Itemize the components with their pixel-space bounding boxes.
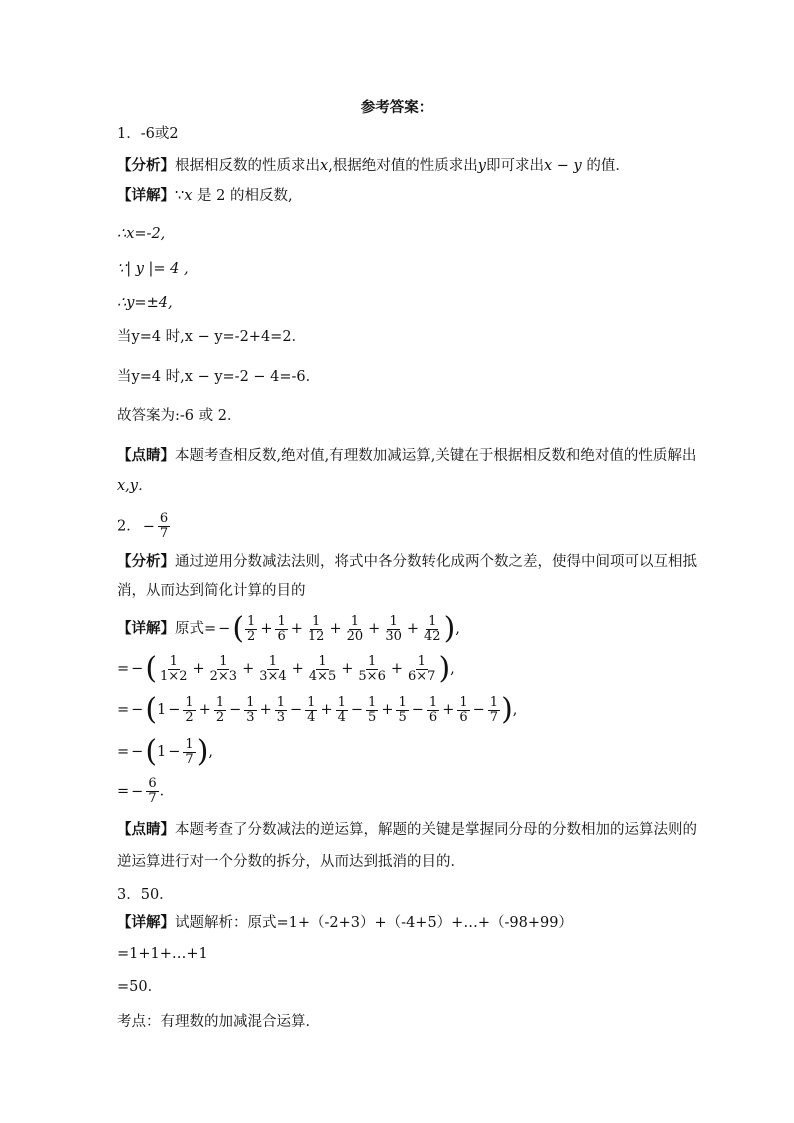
comment-tag: 【点睛】 (117, 821, 175, 838)
analysis-text: ,根据绝对值的性质求出 (328, 158, 478, 174)
denominator: 20 (346, 628, 364, 644)
answer-2-analysis-cont: 消，从而达到简化计算的目的 (117, 583, 306, 599)
answer-1-detail-line-3: ∵| y |= 4 , (117, 261, 189, 277)
answer-1-heading: 1．-6或2 (117, 126, 179, 142)
minus-sign: − (411, 702, 424, 718)
detail-tag: 【详解】 (117, 620, 175, 637)
numerator: 1 (307, 694, 316, 710)
right-paren: ) (196, 734, 209, 769)
denominator: 6 (428, 709, 438, 725)
fraction (275, 615, 287, 644)
numerator: 1 (459, 694, 468, 710)
minus-sign: − (218, 621, 231, 637)
period: ． (159, 783, 175, 800)
minus-sign: − (168, 702, 181, 718)
answer-3-line-2: =1+1+…+1 (117, 946, 208, 962)
analysis-text: 即可求出 (486, 158, 544, 174)
answer-2-comment (117, 820, 697, 840)
plus-sign: + (259, 702, 272, 718)
denominator: 4×5 (308, 668, 337, 684)
answer-3-line-3: =50． (117, 979, 163, 995)
fraction (214, 696, 226, 725)
denominator: 5×6 (358, 668, 386, 684)
plus-sign: + (341, 661, 354, 677)
answer-1-detail-line-2: ∴x=-2, (117, 226, 166, 242)
answer-1-detail-line-4: ∴y=±4, (117, 295, 173, 311)
numerator: 1 (367, 653, 377, 669)
answer-1-analysis (117, 156, 630, 176)
numerator: 1 (318, 653, 327, 669)
minus-sign: − (229, 702, 242, 718)
plus-sign: + (368, 621, 381, 637)
plus-sign: + (390, 661, 403, 677)
numerator: 1 (368, 694, 377, 710)
because-symbol: ∵ (175, 188, 185, 204)
answer-1-comment (117, 446, 696, 466)
denominator: 7 (148, 791, 157, 806)
fraction (345, 615, 366, 644)
fraction (356, 655, 387, 684)
fraction (366, 696, 378, 725)
numerator: 1 (337, 694, 346, 710)
plus-sign: + (442, 702, 455, 718)
fraction (406, 655, 437, 684)
fraction (245, 615, 257, 644)
denominator: 2 (247, 628, 256, 644)
left-paren: ( (145, 692, 158, 727)
expr: x − y (544, 158, 582, 174)
numerator: 1 (312, 613, 321, 629)
analysis-text: 通过逆用分数减法法则，将式中各分数转化成两个数之差，使得中间项可以互相抵 (175, 554, 697, 570)
fraction (336, 696, 348, 725)
denominator: 3 (276, 709, 286, 725)
denominator: 3 (246, 709, 255, 725)
analysis-tag: 【分析】 (117, 157, 175, 174)
denominator: 2×3 (209, 668, 238, 684)
right-paren: ) (443, 611, 456, 646)
numerator: 1 (247, 613, 256, 629)
left-paren: ( (232, 611, 245, 646)
comma: , (455, 621, 460, 637)
numerator: 1 (219, 653, 228, 669)
detail-tag: 【详解】 (117, 914, 175, 931)
fraction (396, 696, 408, 725)
answer-1-comment-cont: x,y． (117, 478, 153, 494)
var-x: x (184, 188, 193, 204)
answer-2-detail-line-1 (117, 611, 460, 646)
numerator: 1 (417, 653, 426, 669)
denominator: 7 (489, 709, 499, 725)
numerator: 1 (268, 653, 278, 669)
numerator: 1 (169, 653, 178, 669)
fraction (158, 655, 189, 684)
numerator: 1 (185, 694, 194, 710)
answer-3-heading: 3．50． (117, 887, 174, 903)
comment-tag: 【点睛】 (117, 447, 175, 464)
answer-1-conclusion: 故答案为:-6 或 2． (117, 408, 242, 424)
numerator: 1 (215, 694, 225, 710)
denominator: 3×4 (259, 668, 287, 684)
numerator: 1 (246, 694, 255, 710)
plus-sign: + (192, 661, 205, 677)
term-one: 1 (157, 744, 167, 760)
numerator: 1 (276, 694, 286, 710)
left-paren: ( (145, 734, 158, 769)
comment-text: 本题考查了分数减法的逆运算，解题的关键是掌握同分母的分数相加的运算法则的 (175, 822, 697, 838)
analysis-tag: 【分析】 (117, 553, 175, 570)
denominator: 7 (185, 751, 194, 767)
fraction (427, 696, 439, 725)
denominator: 30 (385, 628, 402, 644)
plus-sign: + (291, 661, 304, 677)
term-one: 1 (157, 702, 167, 718)
fraction (383, 615, 404, 644)
plus-sign: + (406, 621, 420, 637)
numerator: 1 (398, 694, 407, 710)
analysis-text: 根据相反数的性质求出 (175, 158, 320, 174)
fraction (305, 696, 317, 725)
answer-2-heading (117, 512, 171, 541)
denominator: 5 (398, 709, 407, 725)
page-title: 参考答案： (360, 99, 434, 116)
answer-2-comment-cont: 逆运算进行对一个分数的拆分，从而达到抵消的目的． (117, 854, 465, 870)
analysis-text: 的值． (581, 158, 630, 174)
detail-text: 原式= (175, 621, 217, 637)
denominator: 1×2 (160, 668, 188, 684)
numerator: 1 (389, 613, 398, 629)
numerator: 1 (489, 694, 499, 710)
denominator: 12 (307, 628, 325, 644)
denominator: 42 (424, 628, 441, 644)
equals-sign: = (117, 744, 130, 760)
minus-sign: − (472, 702, 485, 718)
minus-sign: − (290, 702, 303, 718)
fraction (306, 615, 327, 644)
fraction (257, 655, 288, 684)
fraction (146, 777, 158, 806)
answer-2-detail-line-2 (117, 651, 455, 686)
right-paren: ) (501, 692, 513, 727)
answer-2-analysis (117, 552, 697, 572)
plus-sign: + (198, 702, 211, 718)
numerator: 1 (428, 613, 437, 629)
var-x: x (320, 158, 329, 174)
minus-sign: − (168, 744, 181, 760)
denominator: 5 (368, 709, 377, 725)
fraction (275, 696, 287, 725)
denominator: 4 (337, 709, 346, 725)
minus-sign: − (350, 702, 364, 718)
answer-3-kaodian: 考点：有理数的加减混合运算． (117, 1014, 320, 1030)
detail-text: 是 2 的相反数, (192, 188, 293, 204)
var-y: y (477, 158, 486, 174)
minus-sign: − (131, 744, 144, 760)
minus-sign: − (131, 783, 144, 800)
denominator: 6 (277, 628, 286, 644)
equals-sign: = (117, 783, 130, 800)
fraction (488, 696, 500, 725)
detail-tag: 【详解】 (117, 187, 175, 204)
numerator: 6 (148, 776, 157, 791)
answer-2-detail-line-3 (117, 692, 518, 727)
fraction (244, 696, 256, 725)
minus-sign: − (142, 518, 155, 535)
fraction (457, 696, 469, 725)
answer-number: 2． (117, 518, 141, 535)
minus-sign: − (131, 702, 144, 718)
fraction (208, 655, 239, 684)
plus-sign: + (320, 702, 333, 718)
numerator: 1 (277, 613, 286, 629)
denominator: 6×7 (408, 668, 436, 684)
fraction (183, 696, 195, 725)
fraction: $\frac{6}{7}$ (159, 511, 169, 541)
answer-2-detail-line-4 (117, 734, 214, 769)
numerator: 1 (350, 613, 360, 629)
comma: , (450, 661, 455, 677)
fraction (307, 655, 338, 684)
minus-sign: − (131, 661, 144, 677)
fraction (422, 615, 443, 644)
answer-1-detail-line-5: 当y=4 时,x − y=-2+4=2． (117, 329, 307, 345)
numerator: 1 (428, 694, 438, 710)
comma: , (512, 702, 518, 718)
plus-sign: + (260, 621, 273, 637)
numerator: 1 (185, 736, 194, 752)
denominator: 2 (185, 709, 194, 725)
comment-text: 本题考查相反数,绝对值,有理数加减运算,关键在于根据相反数和绝对值的性质解出 (175, 448, 697, 464)
plus-sign: + (290, 621, 303, 637)
right-paren: ) (438, 651, 451, 686)
fraction (183, 738, 195, 767)
equals-sign: = (117, 702, 130, 718)
plus-sign: + (329, 621, 342, 637)
denominator: 6 (459, 709, 468, 725)
answer-2-detail-line-5 (117, 777, 174, 806)
left-paren: ( (145, 651, 158, 686)
plus-sign: + (381, 702, 394, 718)
comma: , (208, 744, 214, 760)
detail-text: 试题解析：原式=1+（-2+3）+（-4+5）+…+（-98+99） (175, 915, 573, 931)
answer-3-detail (117, 913, 573, 933)
denominator: 4 (307, 709, 316, 725)
denominator: 2 (215, 709, 225, 725)
answer-1-detail-line-1 (117, 186, 293, 206)
equals-sign: = (117, 661, 130, 677)
answer-1-detail-line-6: 当y=4 时,x − y=-2 − 4=-6． (117, 369, 321, 385)
plus-sign: + (242, 661, 255, 677)
